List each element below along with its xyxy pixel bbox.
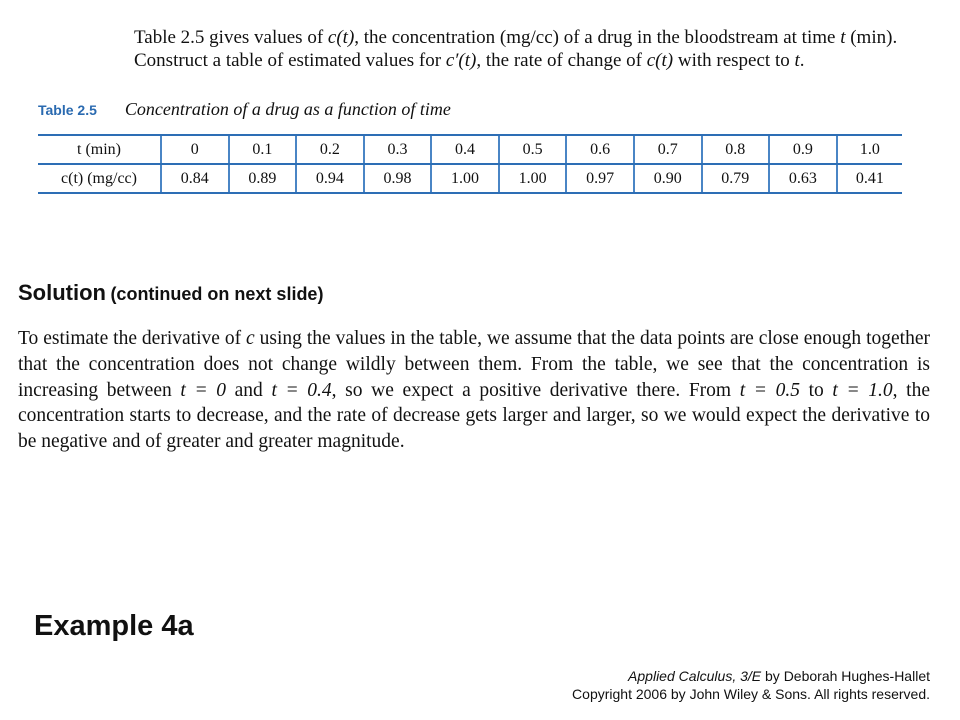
- example-title: Example 4a: [34, 610, 194, 642]
- table-cell: 0.9: [769, 135, 837, 164]
- row-header-time: t (min): [38, 135, 161, 164]
- table-cell: 0.5: [499, 135, 567, 164]
- math-expression: c(t): [327, 27, 355, 48]
- problem-text: Table 2.5 gives values of: [134, 27, 328, 48]
- problem-text: , the rate of change of: [476, 50, 647, 71]
- solution-text: and: [226, 379, 272, 401]
- table-caption: [38, 99, 451, 120]
- solution-text: using the values in the table, we assume that the data points are close enough together that the concentration does not change wildly between them. From the table, we see that the concentration is increasing between: [18, 328, 930, 401]
- table-cell: 0.1: [229, 135, 297, 164]
- table-cell: 0.7: [634, 135, 702, 164]
- solution-text: to: [799, 379, 833, 401]
- math-expression: t = 0: [180, 379, 226, 401]
- solution-text: , the concentration starts to decrease, and the rate of decrease gets larger and larger, so we would expect the derivative to be negative and of greater and greater magnitude.: [18, 379, 930, 453]
- table-cell: 1.00: [431, 164, 499, 193]
- concentration-table: [38, 134, 902, 194]
- table-cell: 0.41: [837, 164, 902, 193]
- math-expression: t = 1.0: [832, 379, 893, 401]
- math-expression: t = 0.4: [271, 379, 332, 401]
- table-cell: 0: [161, 135, 229, 164]
- problem-text: , the concentration (mg/cc) of a drug in the bloodstream at time: [354, 27, 841, 48]
- solution-text: , so we expect a positive derivative there. From: [331, 379, 740, 401]
- solution-note: (continued on next slide): [110, 284, 324, 304]
- table-title: Concentration of a drug as a function of time: [124, 99, 451, 119]
- problem-text: with respect to: [673, 50, 795, 71]
- math-expression: c: [246, 328, 255, 349]
- table-cell: 0.84: [161, 164, 229, 193]
- row-header-concentration: c(t) (mg/cc): [38, 164, 161, 193]
- problem-text: .: [799, 50, 805, 71]
- table-cell: 1.0: [837, 135, 902, 164]
- table-cell: 0.8: [702, 135, 770, 164]
- solution-text: To estimate the derivative of: [18, 328, 247, 349]
- footer-credits: [572, 667, 930, 703]
- table-cell: 0.98: [364, 164, 432, 193]
- math-expression: t: [794, 50, 800, 71]
- solution-title: Solution: [18, 280, 106, 305]
- book-title: Applied Calculus, 3/E: [628, 668, 762, 684]
- table-cell: 0.97: [566, 164, 634, 193]
- table-cell: 0.2: [296, 135, 364, 164]
- table-cell: 0.4: [431, 135, 499, 164]
- table-cell: 0.89: [229, 164, 297, 193]
- table-label: Table 2.5: [38, 102, 97, 118]
- problem-text: (min).: [845, 27, 898, 48]
- math-expression: c′(t): [445, 50, 477, 71]
- solution-heading: [18, 280, 323, 306]
- book-author: by Deborah Hughes-Hallet: [761, 668, 930, 684]
- table-cell: 1.00: [499, 164, 567, 193]
- footer-line-book: [572, 667, 930, 685]
- problem-text: Construct a table of estimated values for: [134, 50, 446, 71]
- table-cell: 0.79: [702, 164, 770, 193]
- problem-line-2: [134, 49, 934, 72]
- footer-copyright: Copyright 2006 by John Wiley & Sons. All rights reserved.: [572, 686, 930, 702]
- table-cell: 0.90: [634, 164, 702, 193]
- table-cell: 0.6: [566, 135, 634, 164]
- problem-line-1: [134, 26, 934, 49]
- table-cell: 0.94: [296, 164, 364, 193]
- math-expression: t = 0.5: [739, 379, 800, 401]
- math-expression: t: [840, 27, 846, 48]
- table-row-time: [38, 135, 902, 164]
- problem-statement: [134, 26, 934, 72]
- solution-paragraph: [18, 326, 930, 455]
- table-cell: 0.63: [769, 164, 837, 193]
- math-expression: c(t): [646, 50, 674, 71]
- table-row-concentration: [38, 164, 902, 193]
- table-cell: 0.3: [364, 135, 432, 164]
